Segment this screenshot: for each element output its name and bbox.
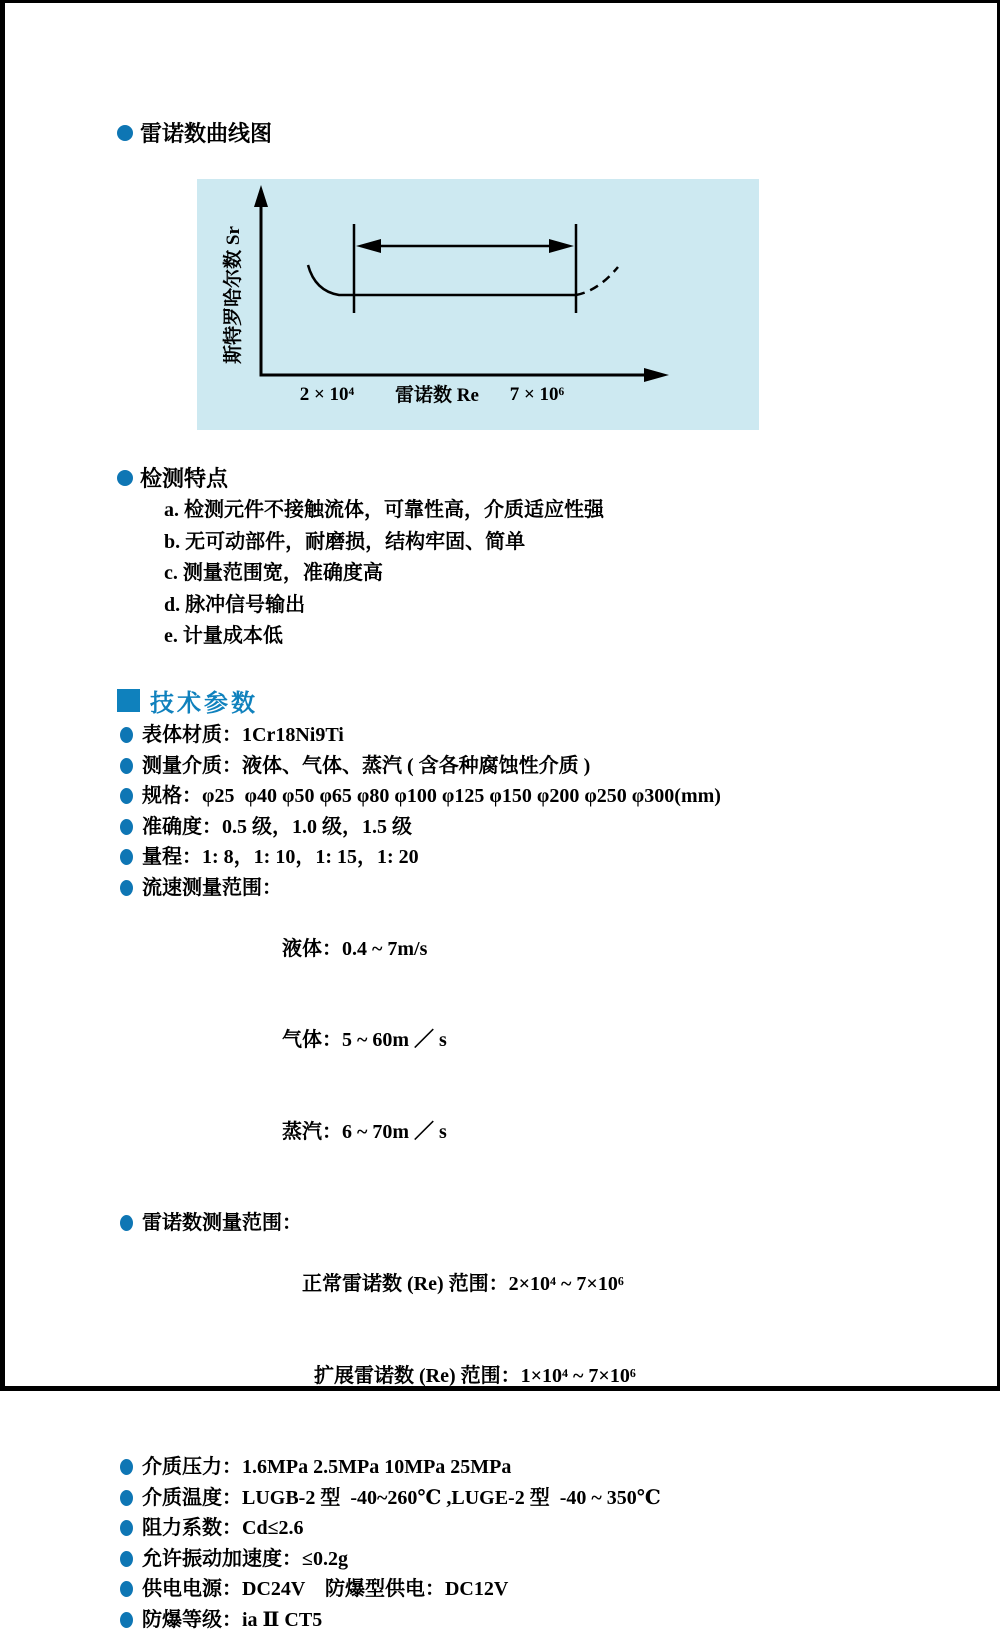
bullet-icon bbox=[117, 470, 133, 486]
spec-row bbox=[117, 751, 977, 782]
spec-value: LUGB-2 型 -40~260℃ ,LUGE-2 型 -40 ~ 350℃ bbox=[242, 1483, 661, 1514]
spec-row bbox=[117, 781, 977, 812]
section-title-reynolds-curve bbox=[117, 117, 272, 148]
spec-label: 雷诺数测量范围： bbox=[142, 1208, 302, 1239]
bullet-icon bbox=[120, 849, 133, 865]
x-axis-label: 雷诺数 Re bbox=[395, 383, 479, 406]
reynolds-curve-chart bbox=[197, 179, 759, 430]
spec-row bbox=[117, 1208, 977, 1452]
spec-row bbox=[117, 1574, 977, 1605]
spec-value: 1Cr18Ni9Ti bbox=[242, 720, 344, 751]
spec-value: 1: 8，1: 10，1: 15，1: 20 bbox=[202, 842, 419, 873]
x-max-tick-label: 7 × 10⁶ bbox=[510, 384, 565, 405]
spec-row bbox=[117, 1513, 977, 1544]
x-min-tick-label: 2 × 10⁴ bbox=[300, 384, 355, 405]
double-arrow-right-head-icon bbox=[549, 239, 574, 253]
spec-label: 允许振动加速度： bbox=[142, 1544, 302, 1575]
feature-item: c. 测量范围宽，准确度高 bbox=[164, 558, 604, 590]
feature-item: e. 计量成本低 bbox=[164, 621, 604, 653]
section-title-text: 检测特点 bbox=[140, 462, 228, 493]
y-axis-label: 斯特罗哈尔数 Sr bbox=[221, 226, 244, 364]
spec-label: 供电电源： bbox=[142, 1574, 242, 1605]
spec-label: 流速测量范围： bbox=[142, 873, 282, 904]
bullet-icon bbox=[120, 1520, 133, 1536]
spec-list bbox=[117, 720, 977, 1635]
feature-list bbox=[164, 495, 604, 653]
square-marker-icon bbox=[117, 689, 140, 712]
spec-label: 表体材质： bbox=[142, 720, 242, 751]
spec-row bbox=[117, 1544, 977, 1575]
feature-item: a. 检测元件不接触流体，可靠性高，介质适应性强 bbox=[164, 495, 604, 527]
spec-value bbox=[302, 1208, 636, 1452]
feature-item: b. 无可动部件，耐磨损，结构牢固、简单 bbox=[164, 527, 604, 559]
bullet-icon bbox=[120, 1612, 133, 1628]
spec-row bbox=[117, 1605, 977, 1635]
spec-row bbox=[117, 1452, 977, 1483]
spec-label: 介质压力： bbox=[142, 1452, 242, 1483]
spec-value: Cd≤2.6 bbox=[242, 1513, 304, 1544]
spec-row bbox=[117, 873, 977, 1209]
section-title-text: 技术参数 bbox=[150, 683, 258, 718]
bullet-icon bbox=[120, 1215, 133, 1231]
reynolds-chart-svg bbox=[197, 179, 759, 430]
bullet-icon bbox=[120, 1459, 133, 1475]
spec-value: ≤0.2g bbox=[302, 1544, 348, 1575]
spec-row bbox=[117, 812, 977, 843]
spec-value: φ25 φ40 φ50 φ65 φ80 φ100 φ125 φ150 φ200 φ250 φ300(mm) bbox=[202, 781, 721, 812]
bullet-icon bbox=[120, 1551, 133, 1567]
section-title-detection-features bbox=[117, 462, 228, 493]
bullet-icon bbox=[120, 880, 133, 896]
spec-value: 1.6MPa 2.5MPa 10MPa 25MPa bbox=[242, 1452, 511, 1483]
spec-label: 防爆等级： bbox=[142, 1605, 242, 1635]
spec-label: 准确度： bbox=[142, 812, 222, 843]
bullet-icon bbox=[120, 1490, 133, 1506]
spec-label: 介质温度： bbox=[142, 1483, 242, 1514]
y-axis-arrow-icon bbox=[254, 185, 268, 207]
section-title-text: 雷诺数曲线图 bbox=[140, 117, 272, 148]
spec-label: 规格： bbox=[142, 781, 202, 812]
x-axis-arrow-icon bbox=[644, 368, 669, 382]
spec-label: 阻力系数： bbox=[142, 1513, 242, 1544]
sr-curve-solid bbox=[308, 265, 576, 295]
section-title-tech-params bbox=[117, 683, 258, 718]
spec-value: 液体、气体、蒸汽 ( 含各种腐蚀性介质 ) bbox=[242, 751, 590, 782]
bullet-icon bbox=[120, 758, 133, 774]
spec-row bbox=[117, 1483, 977, 1514]
spec-value-line: 扩展雷诺数 (Re) 范围：1×10⁴ ~ 7×10⁶ bbox=[314, 1361, 636, 1392]
bullet-icon bbox=[120, 788, 133, 804]
spec-value: DC24V 防爆型供电：DC12V bbox=[242, 1574, 508, 1605]
spec-value-line: 正常雷诺数 (Re) 范围：2×10⁴ ~ 7×10⁶ bbox=[302, 1269, 636, 1300]
spec-value-line: 气体：5 ~ 60m ／ s bbox=[282, 1025, 447, 1056]
sr-curve-dashed bbox=[576, 267, 618, 295]
spec-value-line: 液体：0.4 ~ 7m/s bbox=[282, 934, 447, 965]
spec-label: 量程： bbox=[142, 842, 202, 873]
spec-value-line: 蒸汽：6 ~ 70m ／ s bbox=[282, 1117, 447, 1148]
spec-value: ia Ⅱ CT5 bbox=[242, 1605, 322, 1635]
spec-label: 测量介质： bbox=[142, 751, 242, 782]
bullet-icon bbox=[120, 1581, 133, 1597]
spec-row bbox=[117, 720, 977, 751]
spec-row bbox=[117, 842, 977, 873]
bullet-icon bbox=[120, 727, 133, 743]
spec-value: 0.5 级，1.0 级，1.5 级 bbox=[222, 812, 412, 843]
double-arrow-left-head-icon bbox=[356, 239, 381, 253]
spec-value bbox=[282, 873, 447, 1209]
feature-item: d. 脉冲信号输出 bbox=[164, 590, 604, 622]
bullet-icon bbox=[120, 819, 133, 835]
bullet-icon bbox=[117, 125, 133, 141]
